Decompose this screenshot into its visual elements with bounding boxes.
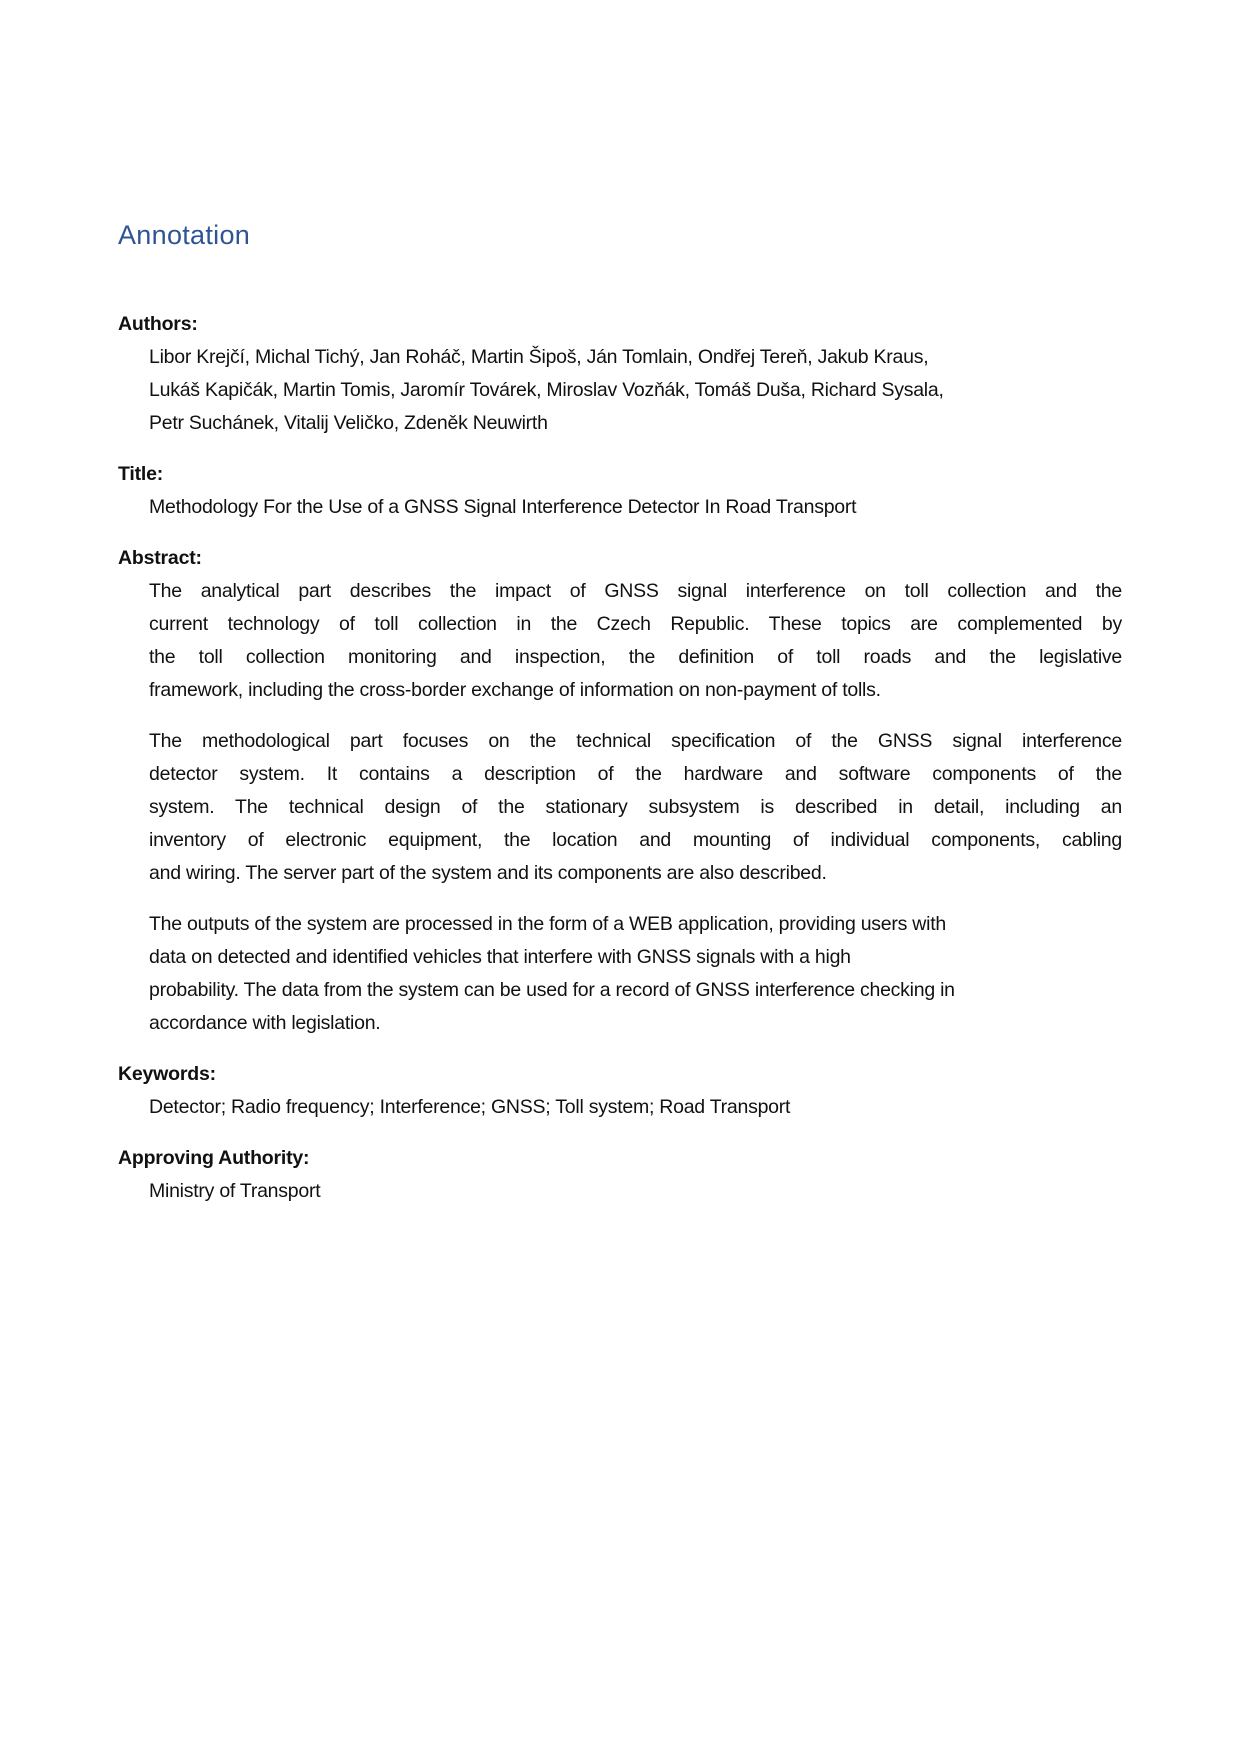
keywords-section <box>118 1058 1122 1124</box>
abstract-line: inventory of electronic equipment, the location and mounting of individual components, cabling <box>149 829 1122 851</box>
approving-authority-value: Ministry of Transport <box>149 1180 321 1202</box>
abstract-label: Abstract: <box>118 547 202 569</box>
authors-list <box>149 341 1122 440</box>
abstract-line: The outputs of the system are processed in the form of a WEB application, providing users with <box>149 913 946 935</box>
abstract-line: detector system. It contains a description of the hardware and software components of the <box>149 763 1122 785</box>
abstract-paragraph-2 <box>149 725 1122 890</box>
abstract-paragraph-3 <box>149 908 1122 1040</box>
abstract-body <box>149 575 1122 1040</box>
approving-authority-section <box>118 1142 1122 1208</box>
abstract-paragraph-1 <box>149 575 1122 707</box>
authors-section <box>118 308 1122 440</box>
abstract-line: The analytical part describes the impact of GNSS signal interference on toll collection and the <box>149 580 1122 602</box>
title-section <box>118 458 1122 524</box>
approving-authority-value-wrap <box>149 1175 1122 1208</box>
page-heading: Annotation <box>118 220 251 250</box>
keywords-label: Keywords: <box>118 1063 216 1085</box>
authors-line: Libor Krejčí, Michal Tichý, Jan Roháč, Martin Šipoš, Ján Tomlain, Ondřej Tereň, Jakub Kraus, <box>149 346 929 368</box>
abstract-line: the toll collection monitoring and inspection, the definition of toll roads and the legislative <box>149 646 1122 668</box>
approving-authority-label: Approving Authority: <box>118 1147 310 1169</box>
title-label: Title: <box>118 463 164 485</box>
abstract-line: accordance with legislation. <box>149 1012 381 1034</box>
authors-line: Petr Suchánek, Vitalij Veličko, Zdeněk Neuwirth <box>149 412 548 434</box>
abstract-line: probability. The data from the system can be used for a record of GNSS interference checking in <box>149 979 955 1001</box>
annotation-content <box>118 308 1122 1226</box>
authors-label: Authors: <box>118 313 198 335</box>
title-value-wrap <box>149 491 1122 524</box>
title-value: Methodology For the Use of a GNSS Signal Interference Detector In Road Transport <box>149 496 857 518</box>
abstract-line: and wiring. The server part of the system and its components are also described. <box>149 862 827 884</box>
authors-line: Lukáš Kapičák, Martin Tomis, Jaromír Továrek, Miroslav Vozňák, Tomáš Duša, Richard Sysala, <box>149 379 944 401</box>
abstract-line: The methodological part focuses on the technical specification of the GNSS signal interference <box>149 730 1122 752</box>
keywords-value-wrap <box>149 1091 1122 1124</box>
abstract-section <box>118 542 1122 1040</box>
abstract-line: current technology of toll collection in the Czech Republic. These topics are complemented by <box>149 613 1122 635</box>
abstract-line: data on detected and identified vehicles that interfere with GNSS signals with a high <box>149 946 851 968</box>
abstract-line: framework, including the cross-border exchange of information on non-payment of tolls. <box>149 679 881 701</box>
keywords-value: Detector; Radio frequency; Interference; GNSS; Toll system; Road Transport <box>149 1096 791 1118</box>
abstract-line: system. The technical design of the stationary subsystem is described in detail, including an <box>149 796 1122 818</box>
